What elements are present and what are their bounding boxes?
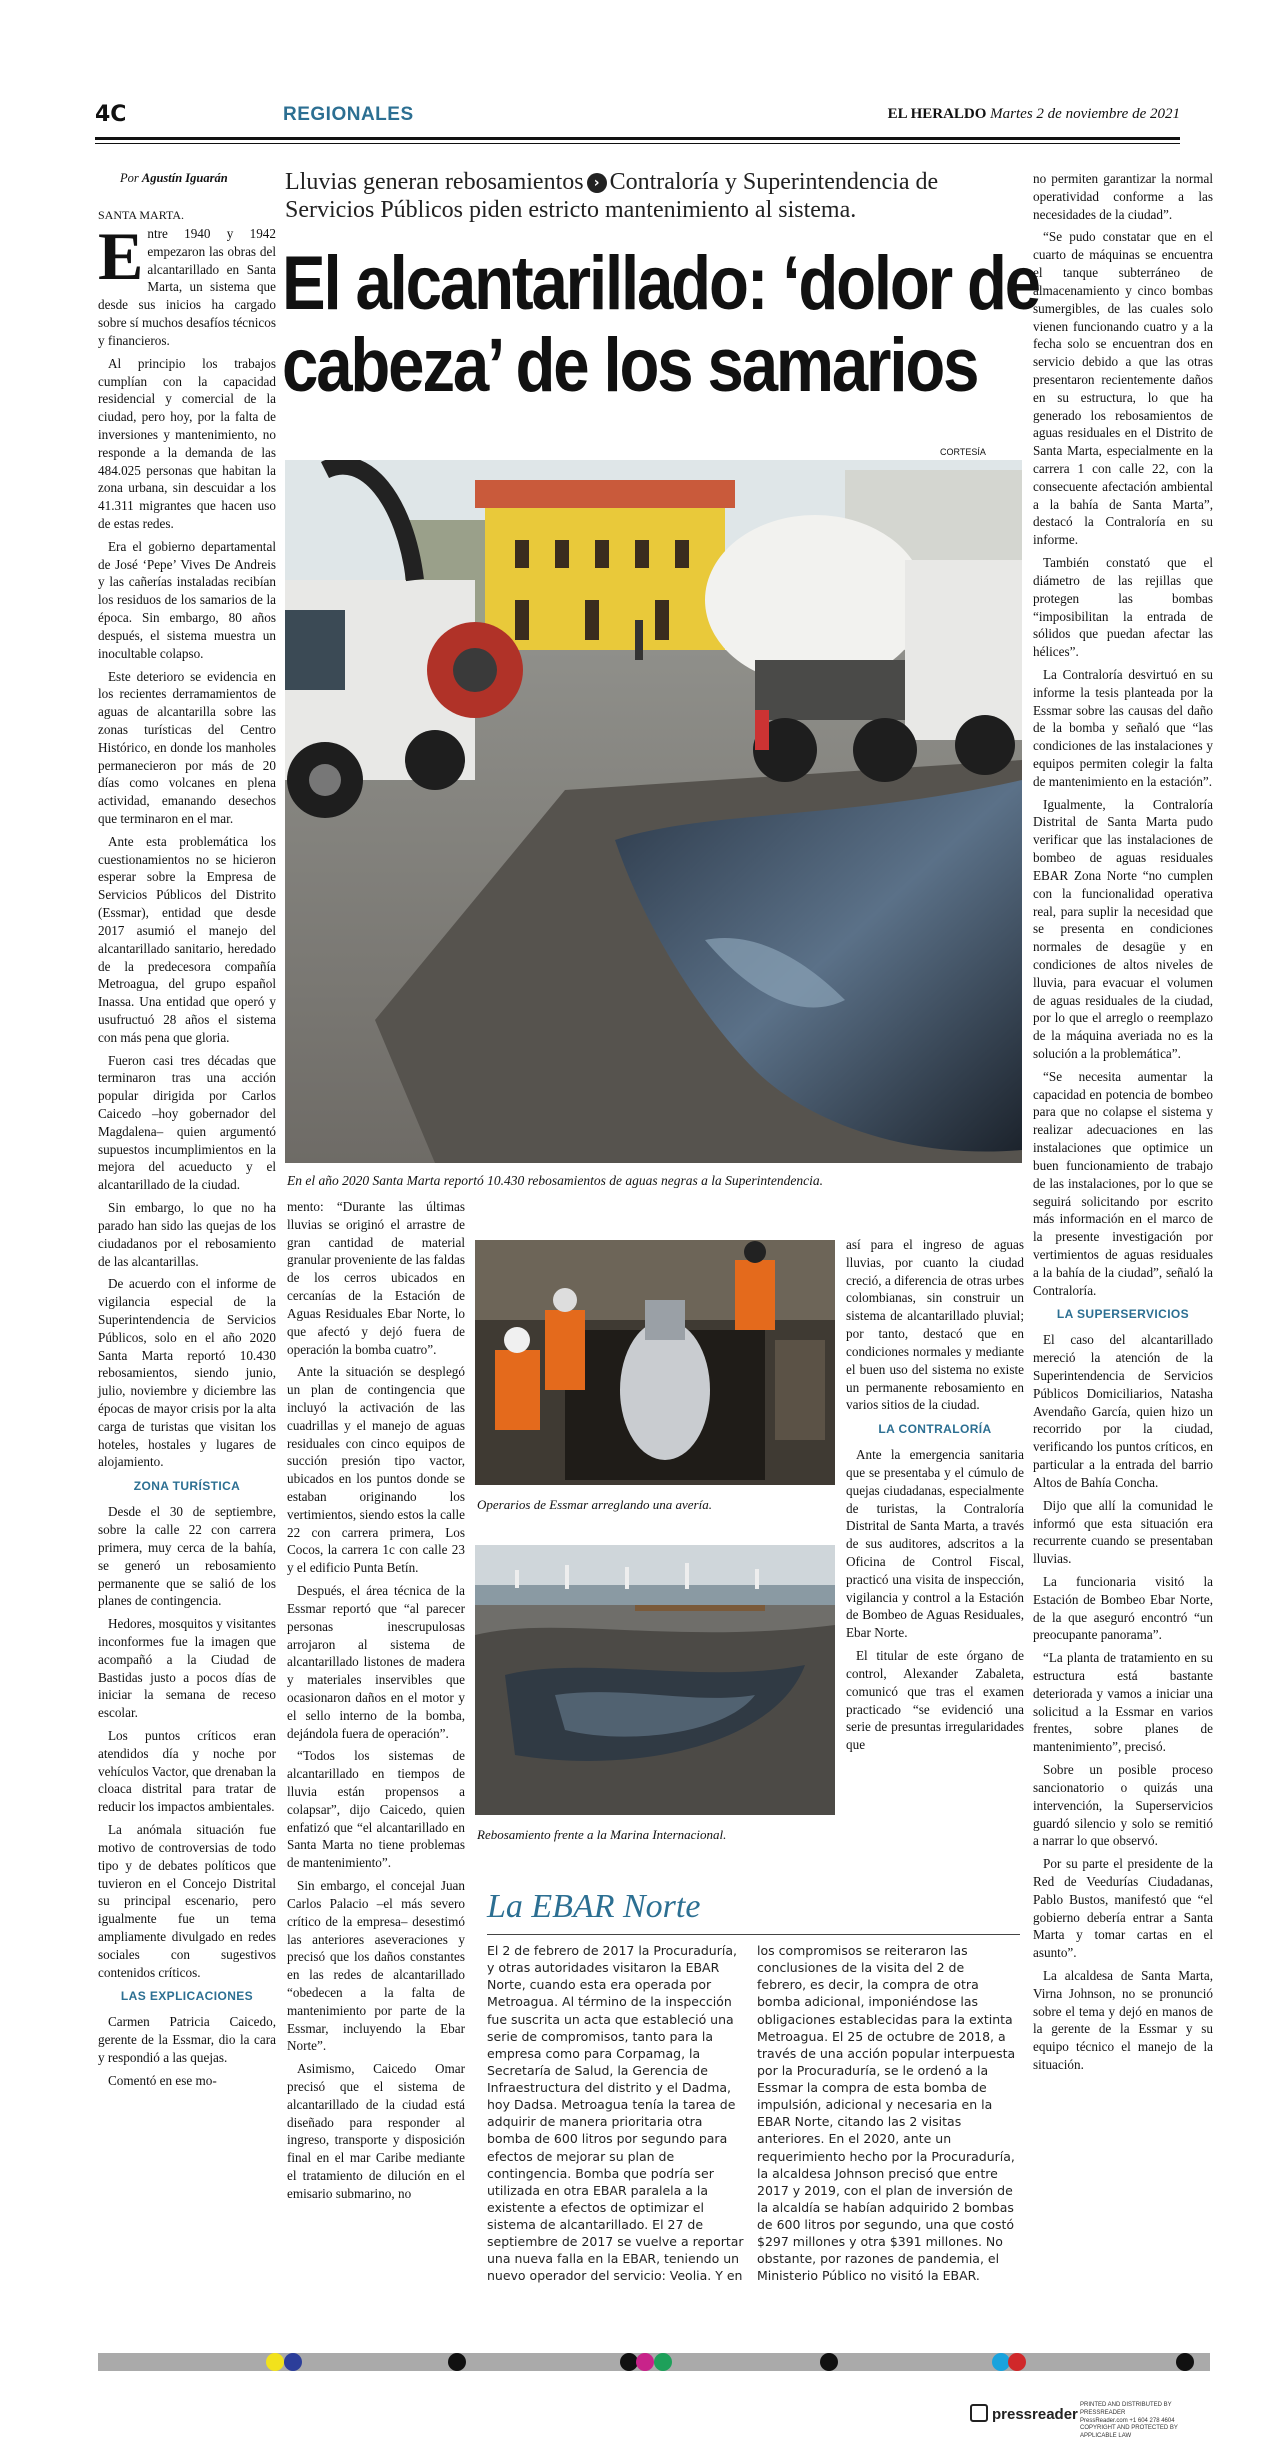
subheading-contraloria: LA CONTRALORÍA — [878, 1422, 992, 1437]
masthead — [888, 106, 1180, 123]
pressreader-brand: pressreader — [992, 2406, 1078, 2423]
paragraph: De acuerdo con el informe de vigilancia especial de la Superintendencia de Servicios Públicos, solo en el año 2020 Santa Marta reportó 10.430 rebosamientos, siendo junio, julio, noviembre y diciembre las épocas de mayor crisis por la alta carga de turistas que visitan los hoteles, hostales y lugares de alojamiento. — [98, 1276, 276, 1470]
byline-prefix: Por — [120, 171, 139, 185]
paragraph: La alcaldesa de Santa Marta, Virna Johnson, no se pronunció sobre el tema y dejó en manos de la gerente de la Essmar y su equipo técnico el manejo de la situación. — [1033, 1968, 1213, 2073]
newspaper-name: EL HERALDO — [887, 106, 987, 122]
sidebar-box-column-2 — [757, 1942, 1017, 2285]
paragraph: Por su parte el presidente de la Red de Veedurías Ciudadanas, Pablo Bustos, manifestó que “el gobierno debería entrar a Santa Marta y tomar cartas en el asunto”. — [1033, 1856, 1213, 1961]
photo-overflow-marina — [475, 1545, 835, 1815]
paragraph: Ante la situación se desplegó un plan de contingencia que incluyó la activación de las cuadrillas y el manejo de aguas residuales con cinco equipos de succión presión tipo vactor, ubicados en los puntos donde se estaban originando los vertimientos, siendo estos la calle 22 con carrera primera, Los Cocos, la carrera 1c con calle 23 y el edificio Punta Betín. — [287, 1364, 465, 1576]
paragraph: También constató que el diámetro de las rejillas que protegen las bombas “imposibilitan la entrada de sólidos que puedan afectar las hélices”. — [1033, 555, 1213, 660]
registration-dot — [654, 2353, 672, 2371]
main-photo-trucks-flooded-street — [285, 460, 1022, 1163]
headline-line-2: cabeza’ de los samarios — [282, 323, 978, 409]
sidebar-box-title: La EBAR Norte — [487, 1888, 701, 1925]
paragraph: Ante esta problemática los cuestionamientos no se hicieron esperar sobre la Empresa de Servicios Públicos del Distrito (Essmar), entidad que desde 2017 asumió el manejo del alcantarillado sanitario, heredado de la predecesora compañía Metroagua, del grupo español Inassa. Una entidad que operó y usufructuó 28 años el sistema con más pena que gloria. — [98, 833, 276, 1045]
paragraph: Era el gobierno departamental de José ‘Pepe’ Vives De Andreis y las cañerías instaladas recibían los residuos de los samarios de la época. Sin embargo, 80 años después, el sistema muestra un inocultable colapso. — [98, 538, 276, 661]
photo-3-caption: Rebosamiento frente a la Marina Internacional. — [477, 1827, 727, 1842]
paragraph: Sin embargo, lo que no ha parado han sido las quejas de los ciudadanos por el rebosamiento de las alcantarillas. — [98, 1200, 276, 1269]
article-column-3 — [846, 1236, 1024, 1886]
pressreader-icon — [970, 2404, 988, 2422]
page-number: 4C — [95, 102, 127, 127]
kicker-part-1: Lluvias generan rebosamientos — [285, 169, 584, 195]
main-photo-caption: En el año 2020 Santa Marta reportó 10.430 rebosamientos de aguas negras a la Superintendencia. — [287, 1173, 823, 1188]
pressreader-logo — [970, 2404, 1078, 2423]
registration-dot — [448, 2353, 466, 2371]
paragraph: Este deterioro se evidencia en los recientes derramamientos de aguas de alcantarilla sobre las zonas turísticas del Centro Histórico, en donde los manholes permanecieron por más de 20 días como volcanes en plena actividad, emanando desechos que terminaron en el mar. — [98, 668, 276, 826]
paragraph: Fueron casi tres décadas que terminaron tras una acción popular dirigida por Carlos Caicedo –hoy gobernador del Magdalena– quien argumentó supuestos incumplimientos en la mejora del acueducto y el alcantarillado de la ciudad. — [98, 1052, 276, 1193]
lead-text: ntre 1940 y 1942 empezaron las obras del alcantarillado en Santa Marta, un sistema que desde sus inicios ha cargado sobre sí muchos desafíos técnicos y financieros. — [98, 226, 276, 348]
paragraph: “Todos los sistemas de alcantarillado en tiempos de lluvia están propensos a colapsar”, dijo Caicedo, quien enfatizó que “el alcantarillado en Santa Marta no tiene problemas de mantenimiento”. — [287, 1748, 465, 1871]
fineprint-line: PRINTED AND DISTRIBUTED BY PRESSREADER — [1080, 2402, 1172, 2416]
subheading-superservicios: LA SUPERSERVICIOS — [1056, 1307, 1190, 1322]
subheading-explicaciones: LAS EXPLICACIONES — [120, 1989, 254, 2004]
photo-workers-repairing — [475, 1240, 835, 1485]
pressreader-fineprint — [1080, 2402, 1210, 2441]
paragraph: “Se pudo constatar que en el cuarto de máquinas se encuentra el tanque subterráneo de almacenamiento y cinco bombas sumergibles, de las cuales solo vienen funcionando cuatro y a la fecha solo se encuentran dos en servicio debido a que las otras presentaron recientemente daños en su estructura, lo que ha generado los rebosamientos de aguas residuales en el Distrito de Santa Marta, especialmente en la carrera 1 con calle 22, con la consecuente afectación ambiental a la bahía de Santa Marta”, destacó la Contraloría en su informe. — [1033, 229, 1213, 548]
section-name: REGIONALES — [283, 104, 414, 125]
registration-bar — [98, 2353, 1210, 2371]
paragraph: Los puntos críticos eran atendidos día y noche por vehículos Vactor, que drenaban la cloaca distrital para tratar de reducir los impactos ambientales. — [98, 1728, 276, 1815]
paragraph: Comentó en ese mo- — [108, 2072, 217, 2088]
sidebar-box-column-1 — [487, 1942, 747, 2285]
paragraph: Dijo que allí la comunidad le informó que esta situación era recurrente cuando se presentaban lluvias. — [1033, 1497, 1213, 1567]
pressreader-footer — [970, 2400, 1210, 2440]
paragraph: Asimismo, Caicedo Omar precisó que el sistema de alcantarillado de la ciudad está diseñado para responder al ingreso, transporte y disposición final en el mar Caribe mediante el tratamiento de dilución en el emisario submarino, no — [287, 2061, 465, 2201]
paragraph: así para el ingreso de aguas lluvias, por cuanto la ciudad creció, a diferencia de otras urbes colombianas, sin construir un sistema de alcantarillado pluvial; por tanto, destacó que en condiciones normales y mediante el buen uso del sistema no existe un permanente rebosamiento en varios sitios de la ciudad. — [846, 1237, 1024, 1413]
sidebar-box-text: los compromisos se reiteraron las conclusiones de la visita del 2 de febrero, es decir, la compra de otra bomba adicional, imponiéndose las obligaciones establecidas para la extinta Metroagua. El 25 de octubre de 2018, a través de una acción popular interpuesta por la Procuraduría, se le ordenó a la Essmar la compra de esta bomba de impulsión, adicional y necesaria en la EBAR Norte, citando las 2 visitas anteriores. En el 2020, ante un requerimiento hecho por la Procuraduría, la alcaldesa Johnson precisó que entre 2017 y 2019, con el plan de inversión de la alcaldía se habían adquirido 2 bombas de 600 litros por segundo, una que costó $297 millones y otra $391 millones. No obstante, por razones de pandemia, el Ministerio Público no visitó la EBAR. — [757, 1943, 1016, 2284]
paragraph: La funcionaria visitó la Estación de Bombeo Ebar Norte, de la que aseguró encontró “un preocupante panorama”. — [1033, 1573, 1213, 1643]
lead-paragraph — [98, 218, 276, 350]
photo-credit: CORTESÍA — [940, 447, 986, 457]
paragraph: La Contraloría desvirtuó en su informe la tesis planteada por la Essmar sobre las causas del daño de la bomba y señaló que “las condiciones de las instalaciones y equipos permiten colegir la falta de mantenimiento en la estación”. — [1033, 666, 1213, 789]
paragraph: El caso del alcantarillado mereció la atención de la Superintendencia de Servicios Públicos Domiciliarios, Natasha Avendaño García, quien hizo un recorrido por la ciudad, verificando los puntos críticos, en particular a la entrada del barrio Altos de Bahía Concha. — [1033, 1332, 1213, 1490]
paragraph: Ante la emergencia sanitaria que se presentaba y el cúmulo de quejas ciudadanas, especialmente de turistas, la Contraloría Distrital de Santa Marta, a través de sus auditores, adscritos a la Oficina de Control Fiscal, practicó una visita de inspección, vigilancia y control a la Estación de Bombeo de Aguas Residuales, Ebar Norte. — [846, 1447, 1024, 1641]
paragraph: Carmen Patricia Caicedo, gerente de la Essmar, dio la cara y respondió a las quejas. — [98, 2014, 276, 2065]
issue-date: Martes 2 de noviembre de 2021 — [990, 106, 1180, 122]
registration-dot — [1008, 2353, 1026, 2371]
registration-dot — [820, 2353, 838, 2371]
fineprint-line: PressReader.com +1 604 278 4604 — [1080, 2417, 1175, 2424]
registration-dot — [636, 2353, 654, 2371]
sidebar-box-text: El 2 de febrero de 2017 la Procuraduría, y otras autoridades visitaron la EBAR Norte, cuando esta era operada por Metroagua. Al término de la inspección fue suscrita un acta que estableció una serie de compromisos, tanto para la empresa como para Corpamag, la Secretaría de Salud, la Gerencia de Infraestructura del distrito y el Dadma, hoy Dadsa. Metroagua tenía la tarea de adquirir de manera prioritaria otra bomba de 600 litros por segundo para efectos de mejorar su plan de contingencia. Bomba que podría ser utilizada en otra EBAR paralela a la existente a efectos de optimizar el sistema de alcantarillado. El 27 de septiembre de 2017 se vuelve a reportar una nueva falla en la EBAR, teniendo un nuevo operador del servicio: Veolia. Y en — [487, 1943, 744, 2284]
paragraph: Sin embargo, el concejal Juan Carlos Palacio –el más severo crítico de la empresa– desestimó las anteriores aseveraciones y precisó que los daños constantes en las redes de alcantarillado “obedecen a la falta de mantenimiento por parte de la Essmar, incluyendo la Ebar Norte”. — [287, 1878, 465, 2054]
paragraph: “Se necesita aumentar la capacidad en potencia de bombeo para que no colapse el sistema y realizar adecuaciones en las instalaciones que optimice un buen funcionamiento de trabajo de las instalaciones, por lo que se seguirá solicitando por escrito más información en el marco de la presente investigación por vertimientos de aguas residuales a la bahía de la ciudad”, señaló la Contraloría. — [1033, 1068, 1213, 1298]
paragraph: Al principio los trabajos cumplían con la capacidad residencial y comercial de la ciudad, pero hoy, por la falta de inversiones y mantenimiento, no responde a la demanda de las 484.025 personas que habitan la zona urbana, sin descuidar a los 41.311 migrantes que hacen uso de estas redes. — [98, 355, 276, 531]
paragraph: La anómala situación fue motivo de controversias de todo tipo y de debates políticos que tuvieron en el Concejo Distrital su principal escenario, pero igualmente fue un tema ampliamente divulgado en redes sociales con sugestivos contenidos críticos. — [98, 1822, 276, 1980]
subheading-zona-turistica: ZONA TURÍSTICA — [133, 1479, 241, 1494]
header-rule-thick — [95, 137, 1180, 140]
paragraph: no permiten garantizar la normal operatividad conforme a las necesidades de la ciudad”. — [1033, 171, 1213, 222]
photo-2-caption: Operarios de Essmar arreglando una avería. — [477, 1497, 712, 1512]
drop-cap: E — [98, 218, 144, 294]
fineprint-line: COPYRIGHT AND PROTECTED BY APPLICABLE LAW — [1080, 2425, 1178, 2440]
dateline: SANTA MARTA. — [98, 208, 185, 222]
paragraph: El titular de este órgano de control, Alexander Zabaleta, comunicó que tras el examen practicado “se evidenció una serie de presuntas irregularidades que — [846, 1648, 1024, 1753]
registration-dot — [284, 2353, 302, 2371]
byline — [120, 171, 228, 186]
headline — [282, 241, 1039, 409]
kicker-part-2: Contraloría y Superintendencia de Servicios Públicos piden estricto mantenimiento al sistema. — [285, 169, 939, 224]
paragraph: Sobre un posible proceso sancionatorio o quizás una intervención, la Superservicios guardó silencio y solo se remitió a narrar lo que observó. — [1033, 1762, 1213, 1849]
kicker — [285, 168, 1020, 225]
headline-line-1: El alcantarillado: ‘dolor de — [282, 241, 1039, 326]
article-column-4 — [1033, 170, 1213, 2225]
sidebar-box-rule — [487, 1934, 1020, 1935]
article-column-2 — [287, 1198, 465, 2201]
registration-dot — [1176, 2353, 1194, 2371]
byline-author: Agustín Iguarán — [141, 171, 228, 185]
paragraph: “La planta de tratamiento en su estructura está bastante deteriorada y vamos a iniciar una solicitud a la Essmar en varios frentes, sobre planes de mantenimiento”, precisó. — [1033, 1650, 1213, 1755]
page-header — [95, 98, 1180, 138]
paragraph: Desde el 30 de septiembre, sobre la calle 22 con carrera primera, muy cerca de la bahía, se generó un rebosamiento permanente que se salió de los planes de contingencia. — [98, 1504, 276, 1609]
paragraph: Igualmente, la Contraloría Distrital de Santa Marta pudo verificar que las instalaciones de bombeo de aguas residuales EBAR Zona Norte “no cumplen con la funcionalidad operativa real, para suplir la necesidad que se presenta en condiciones normales de desagüe y en condiciones de altos niveles de lluvia, para evacuar el volumen de aguas residuales de la ciudad, por lo que el arreglo o reemplazo de la máquina averiada no es la solución a la problemática”. — [1033, 796, 1213, 1061]
registration-dot — [266, 2353, 284, 2371]
header-rule-thin — [95, 143, 1180, 144]
arrow-right-icon: › — [587, 173, 607, 193]
paragraph: Después, el área técnica de la Essmar reportó que “al parecer personas inescrupulosas arrojaron al sistema de alcantarillado listones de madera y materiales inservibles que ocasionaron daños en el motor y el sello interno de la bomba, dejándola fuera de operación”. — [287, 1583, 465, 1741]
paragraph: Hedores, mosquitos y visitantes inconformes fue la imagen que acompañó a la Ciudad de Bastidas justo a pocos días de iniciar la semana de receso escolar. — [98, 1616, 276, 1721]
article-column-1 — [98, 208, 276, 2258]
paragraph: mento: “Durante las últimas lluvias se originó el arrastre de gran cantidad de material granular proveniente de las faldas de los cerros ubicados en cercanías de la Estación de Aguas Residuales Ebar Norte, lo que afectó y dejó fuera de operación la bomba cuatro”. — [287, 1199, 465, 1357]
